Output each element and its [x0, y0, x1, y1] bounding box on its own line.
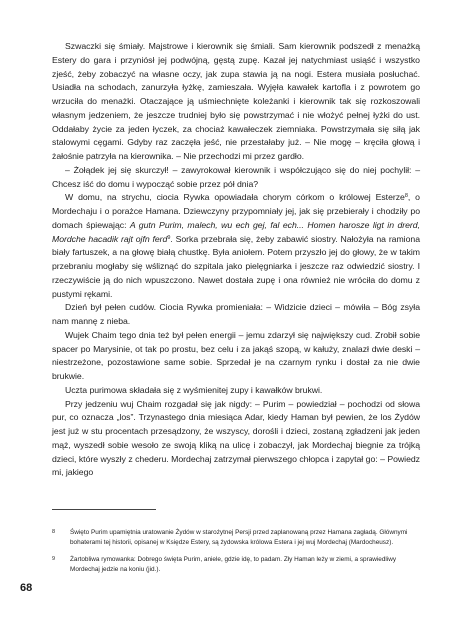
main-text [52, 40, 420, 480]
paragraph-text: W domu, na strychu, ciocia Rywka opowiadała chorym córkom o królowej Esterze [65, 192, 405, 203]
paragraph: – Żołądek jej się skurczył! – zawyrokował kierownik i współczująco się do niej pochylił: – Chcesz iść do domu i wypocząć sobie przez pół dnia? [52, 164, 420, 189]
footnote-number: 8 [52, 529, 56, 535]
paragraph: Dzień był pełen cudów. Ciocia Rywka promieniała: – Widzicie dzieci – mówiła – Bóg zsyła nam mannę z nieba. [52, 302, 420, 326]
footnote-text: Żartobliwa rymowanka: Dobrego święta Purim, aniele, gdzie idę, to padam. Zły Haman leży w ziemi, a sprawiedliwy Mordechaj jedzie na koniu (jid.). [70, 556, 397, 573]
footnote-ref-9[interactable]: 9 [167, 234, 171, 241]
paragraph [52, 191, 420, 301]
footnote-divider [52, 509, 156, 510]
footnote-8 [52, 528, 424, 547]
song-lyrics: A gutn Purim, malech, wu ech gej, fal ech... Homen harosze ligt in drerd, Mordche hacadik rajt ojfn ferd [52, 219, 420, 244]
paragraph: Uczta purimowa składała się z wyśmienitej zupy i kawałków brukwi. [65, 384, 323, 395]
footnote-text: Święto Purim upamiętnia uratowanie Żydów w starożytnej Persji przed zaplanowaną przez Hamana zagładą. Głównymi bohaterami tej historii, opisanej w Księdze Estery, są żydowska królowa Estera i jej wuj Mordechaj (Mardocheusz). [70, 529, 408, 546]
paragraph-text: , o Mordechaju i o porażce Hamana. Dziewczyny przypomniały jej, jak się przebierały i chodziły po domach śpiewając: [52, 192, 420, 230]
page-number: 68 [20, 582, 33, 594]
footnotes [52, 528, 424, 582]
footnote-9 [52, 555, 424, 574]
footnote-number: 9 [52, 556, 56, 563]
paragraph: Szwaczki się śmiały. Majstrowe i kierownik się śmiali. Sam kierownik podszedł z menażką Estery do gara i przyniósł jej podwójną, gęstą zupę. Kazał jej natychmiast usiąść i wszystko zjeść, żeby zobaczyć na własne oczy, jak zupa stawia ją na nogi. Estera musiała posłuchać. Usiadła na schodach, zanurzyła łyżkę, zamieszała. Wyjęła kawałek kartofla i z powrotem go wrzuciła do menażki. Otaczające ją uśmiechnięte koleżanki i kierownik tak się rozkoszowali własnym jedzeniem, że jeszcze trudniej było się powstrzymać i nie włożyć pełnej łyżki do ust. Oddałaby życie za jeden łyczek, za chociaż kawałeczek ziemniaka. Powstrzymała się siłą jak stalowymi cęgami. Gdyby raz zaczęła jeść, nie przestałaby już. – Nie mogę – kręciła głową i żałośnie patrzyła na kierownika. – Nie przechodzi mi przez gardło. [52, 41, 420, 161]
paragraph: Przy jedzeniu wuj Chaim rozgadał się jak nigdy: – Purim – powiedział – pochodzi od słowa pur, co oznacza „los”. Trzynastego dnia miesiąca Adar, kiedy Haman był pewien, że los Żydów jest już w stu procentach przesądzony, że wszyscy, dorośli i dzieci, zostaną zgładzeni jak jeden mąż, wyszedł sobie wesoło ze swoją kliką na ulicę i zobaczył, jak Mordechaj biegnie za trójką dzieci, które wyszły z chederu. Mordechaj zatrzymał pierwszego chłopca i zapytał go: – Powiedz mi, jakiego [52, 398, 420, 478]
footnote-ref-8[interactable]: 8 [404, 193, 408, 200]
paragraph: Wujek Chaim tego dnia też był pełen energii – jemu zdarzył się największy cud. Zrobił sobie spacer po Marysinie, ot tak po prostu, bez celu i za jakąś szopą, w kałuży, znalazł dwie deski – niestrzeżone, pozostawione same sobie. Sprzedał je na czarnym rynku i dostał za nie dwie brukwie. [52, 329, 420, 381]
paragraph-text: . Sorka przebrała się, żeby zabawić siostry. Nałożyła na ramiona biały fartuszek, a na głowę białą chustkę. Była aniołem. Potem przyszło jej do głowy, że w takim przebraniu mogłaby się wśliznąć do szpitala jako pielęgniarka i jeszcze raz odwiedzić siostry. I rzeczywiście ją do nich wpuszczono. Nawet dostała zupę i ona również nie wróciła do domu z pustymi rękami. [52, 233, 420, 299]
